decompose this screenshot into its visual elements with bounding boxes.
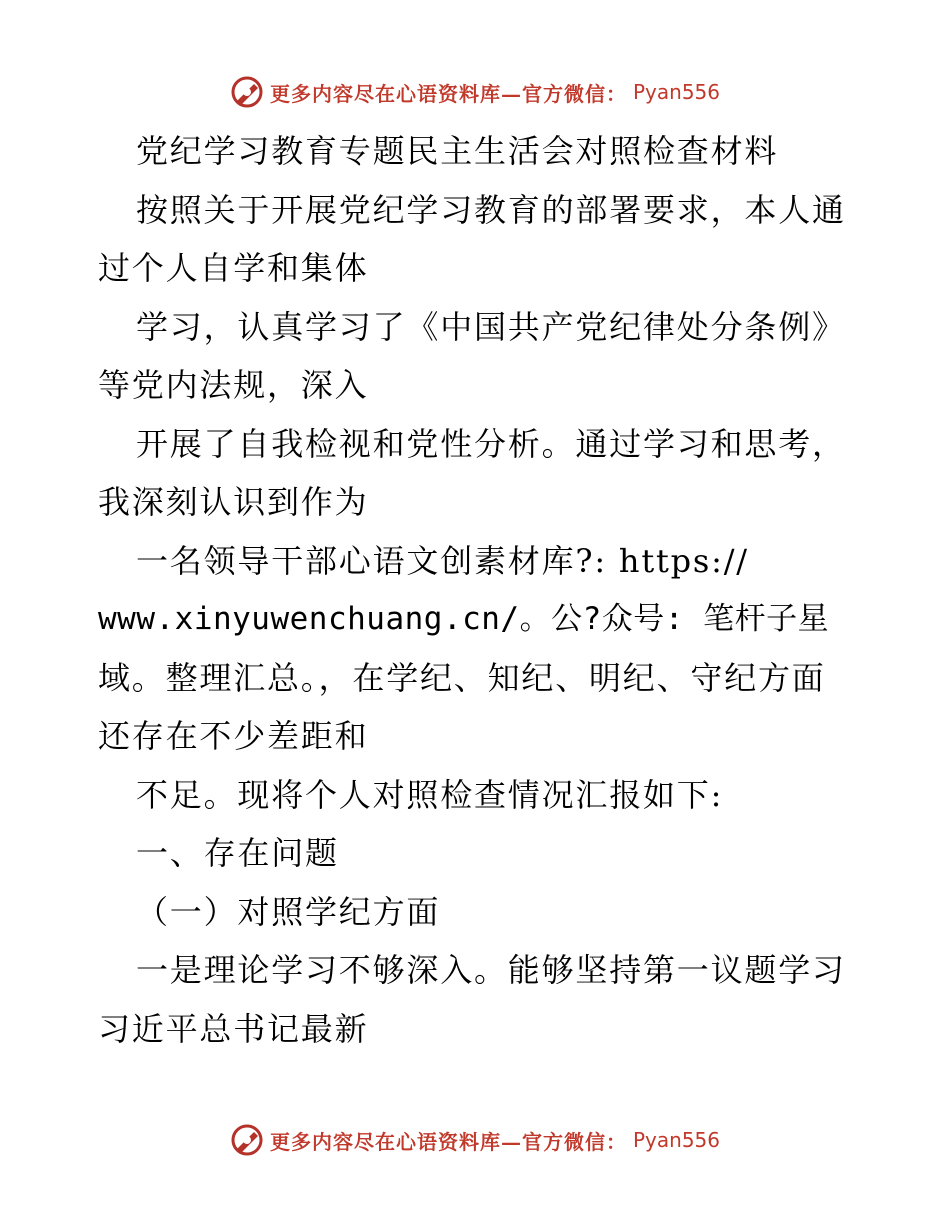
pen-seal-logo-icon: [230, 75, 264, 109]
banner-text: 更多内容尽在心语资料库—官方微信：: [269, 81, 627, 106]
text-line-7: 一名领导干部心语文创素材库?: https://: [136, 541, 749, 580]
banner-wechat-id: Pyan556: [632, 80, 720, 104]
footer-banner: [0, 1120, 950, 1160]
section-heading-1: 一、存在问题: [136, 834, 339, 872]
text-line-9: 域。整理汇总。，在学纪、知纪、明纪、守纪方面: [98, 658, 826, 697]
text-line-15: 习近平总书记最新: [98, 1009, 369, 1048]
header-banner: [0, 72, 950, 112]
subsection-heading-1: （一）对照学纪方面: [136, 892, 441, 931]
text-line-2: 过个人自学和集体: [98, 249, 369, 287]
document-title: 党纪学习教育专题民主生活会对照检查材料: [136, 132, 779, 170]
text-line-3: 学习，认真学习了《中国共产党纪律处分条例》: [136, 307, 846, 346]
text-line-8-url: www.xinyuwenchuang.cn/。公?众号: 笔杆子星: [98, 601, 830, 637]
document-body: [98, 122, 868, 1058]
pen-seal-logo-icon: [230, 1123, 264, 1157]
banner-text: 更多内容尽在心语资料库—官方微信：: [269, 1129, 627, 1154]
text-line-11: 不足。现将个人对照检查情况汇报如下:: [136, 775, 724, 814]
text-line-10: 还存在不少差距和: [98, 717, 369, 755]
text-line-4: 等党内法规，深入: [98, 366, 369, 404]
text-line-14: 一是理论学习不够深入。能够坚持第一议题学习: [136, 951, 846, 989]
banner-wechat-id: Pyan556: [632, 1128, 720, 1152]
text-line-1: 按照关于开展党纪学习教育的部署要求，本人通: [136, 190, 846, 229]
text-line-5: 开展了自我检视和党性分析。通过学习和思考，: [136, 424, 846, 463]
text-line-6: 我深刻认识到作为: [98, 483, 369, 521]
